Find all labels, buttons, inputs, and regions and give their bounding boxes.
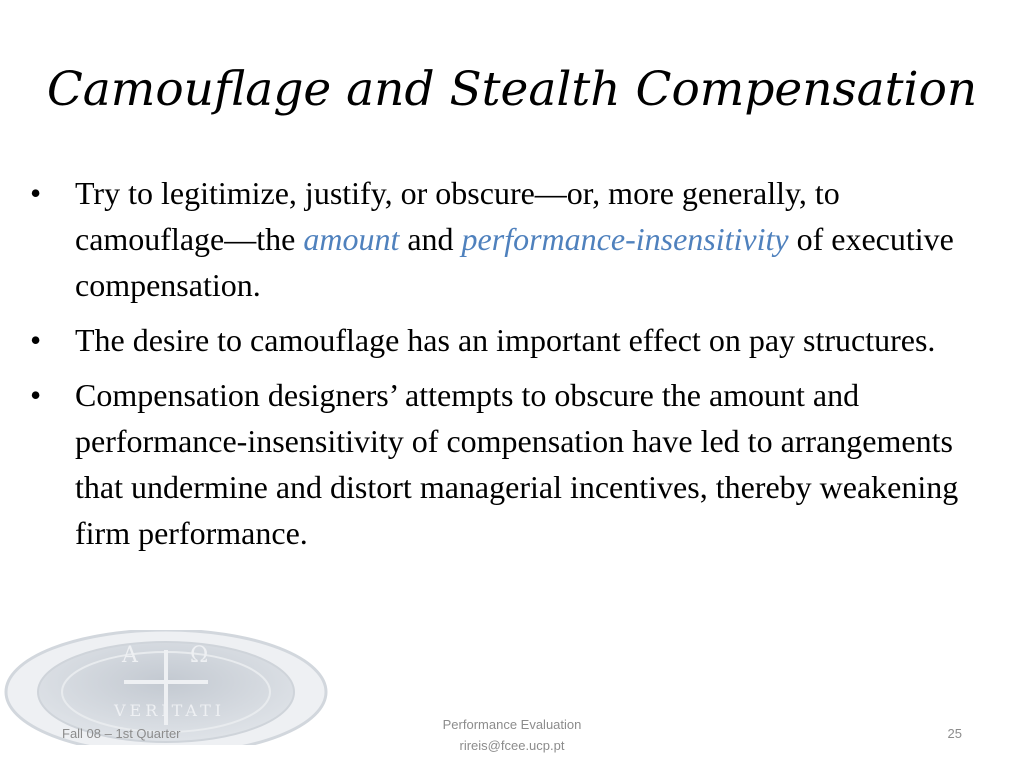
bullet-list (30, 170, 960, 565)
svg-text:VERITATI: VERITATI (114, 701, 226, 720)
footer-date: Fall 08 – 1st Quarter (62, 726, 181, 741)
footer-center (362, 714, 662, 756)
bullet-text-part: The desire to camouflage has an important effect on pay structures. (75, 322, 936, 358)
svg-text:A: A (122, 643, 138, 668)
bullet-text-part: Compensation designers’ attempts to obscure the amount and performance-insensitivity of compensation have led to arrangements that undermine and distort managerial incentives, thereby weakening firm performance. (75, 377, 959, 551)
emphasis-performance-insensitivity: performance-insensitivity (461, 221, 789, 257)
bullet-text-part: of executive compensation. (75, 221, 954, 303)
slide-title: Camouflage and Stealth Compensation (46, 62, 978, 117)
bullet-dot-icon: • (30, 175, 42, 211)
emphasis-amount: amount (303, 221, 400, 257)
page-number: 25 (947, 726, 962, 741)
footer-email: rireis@fcee.ucp.pt (459, 738, 565, 753)
bullet-item (30, 372, 960, 556)
bullet-item (30, 170, 960, 308)
bullet-dot-icon: • (30, 377, 42, 413)
bullet-dot-icon: • (30, 322, 42, 358)
bullet-text-part: Try to legitimize, justify, or obscure—or, more generally, to camouflage—the (75, 175, 840, 257)
footer-course-title: Performance Evaluation (442, 717, 582, 732)
svg-text:Ω: Ω (190, 643, 209, 668)
bullet-item (30, 317, 960, 363)
bullet-text-part: and (399, 221, 462, 257)
